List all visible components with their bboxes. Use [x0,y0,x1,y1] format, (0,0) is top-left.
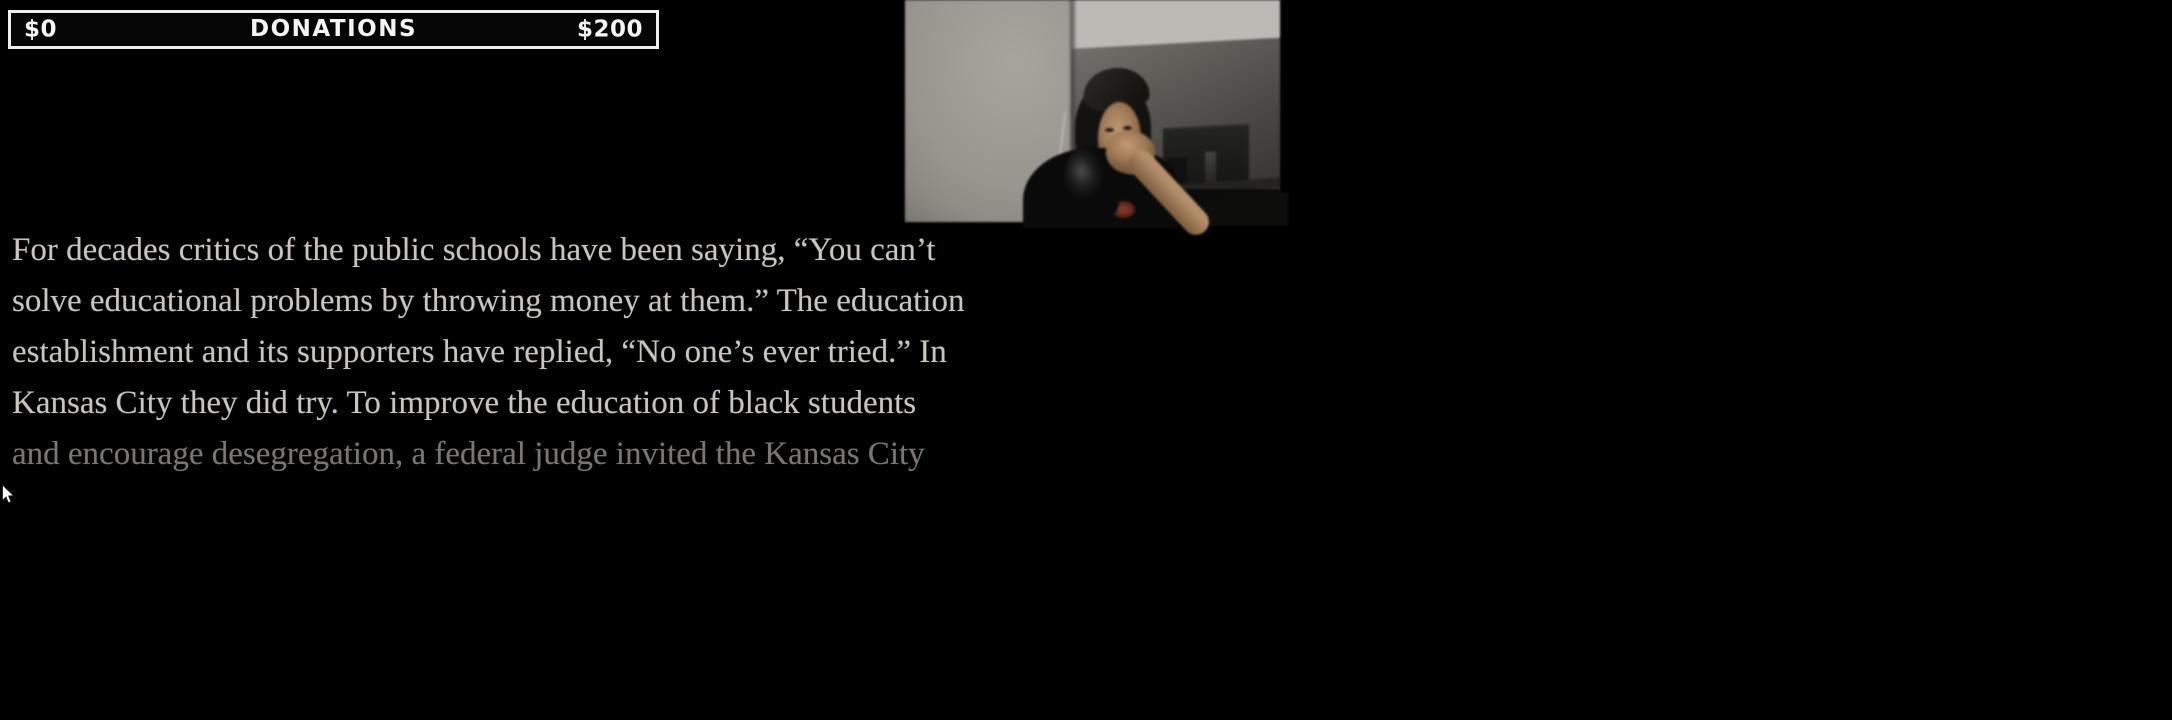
article-line-1: For decades critics of the public schools have been saying, “You can’t [12,232,936,268]
article-line-2: solve educational problems by throwing money at them.” The education [12,283,965,319]
donation-progress-bar [8,10,659,49]
donation-goal-amount: $200 [576,15,643,42]
webcam-video-feed [905,0,1280,222]
donation-current-amount: $0 [24,15,58,42]
article-line-3: establishment and its supporters have replied, “No one’s ever tried.” In [12,334,947,370]
article-line-4: Kansas City they did try. To improve the education of black students [12,385,917,421]
webcam-vignette [905,0,1280,222]
article-line-5-clipped: and encourage desegregation, a federal judge invited the Kansas City [12,436,925,472]
article-text-block [12,225,1220,472]
donation-label: DONATIONS [249,15,418,42]
mouse-cursor-icon [1,484,16,505]
